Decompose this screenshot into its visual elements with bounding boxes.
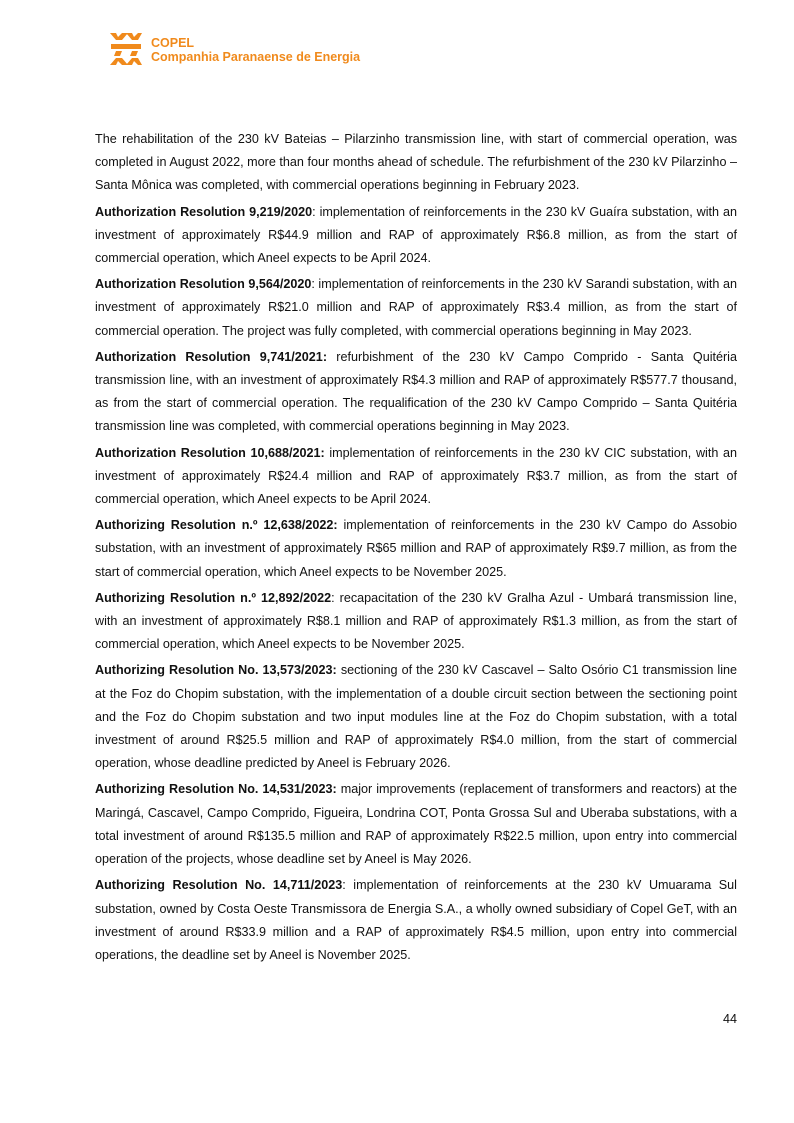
paragraph-lead: Authorizing Resolution No. 13,573/2023:: [95, 663, 337, 678]
paragraph-lead: Authorization Resolution 9,219/2020: [95, 204, 313, 219]
paragraph-lead: Authorizing Resolution n.º 12,892/2022: [95, 590, 332, 605]
brand-name: COPEL: [151, 36, 195, 50]
paragraph: [95, 442, 737, 512]
paragraph: [95, 128, 737, 198]
paragraph: [95, 273, 737, 343]
body-text: [95, 128, 737, 970]
paragraph-text: : recapacitation of the 230 kV Gralha Azul - Umbará transmission line, with an investment of approximately R$8.1 million and RAP of approximately R$1.3 million, as from the start of commercial operation, which Aneel expects to be November 2025.: [95, 590, 737, 652]
paragraph-text: : implementation of reinforcements in the 230 kV Guaíra substation, with an investment of approximately R$44.9 million and RAP of approximately R$6.8 million, as from the start of commercial operation, which Aneel expects to be April 2024.: [95, 204, 737, 266]
paragraph: [95, 659, 737, 775]
paragraph-lead: Authorizing Resolution No. 14,711/2023: [95, 878, 343, 893]
paragraph-text: : implementation of reinforcements in the 230 kV Sarandi substation, with an investment of approximately R$21.0 million and RAP of approximately R$3.4 million, as from the start of commercial operation. The project was fully completed, with commercial operations beginning in May 2023.: [95, 277, 737, 338]
paragraph-lead: Authorization Resolution 10,688/2021:: [95, 445, 325, 460]
paragraph-text: refurbishment of the 230 kV Campo Comprido - Santa Quitéria transmission line, with an investment of approximately R$4.3 million and RAP of approximately R$577.7 thousand, as from the start of commercial operation. The requalification of the 230 kV Campo Comprido – Santa Quitéria transmission line was completed, with commercial operations beginning in May 2023.: [95, 349, 737, 434]
paragraph-lead: Authorization Resolution 9,564/2020: [95, 277, 312, 292]
brand-text: [151, 37, 360, 64]
paragraph: [95, 201, 737, 271]
paragraph: [95, 346, 737, 439]
paragraph-text: : implementation of reinforcements at the 230 kV Umuarama Sul substation, owned by Costa Oeste Transmissora de Energia S.A., a wholly owned subsidiary of Copel GeT, with an investment of around R$33.9 million and a RAP of approximately R$4.5 million, upon entry into commercial operations, the deadline set by Aneel is November 2025.: [95, 878, 737, 962]
paragraph-text: sectioning of the 230 kV Cascavel – Salto Osório C1 transmission line at the Foz do Chopim substation, with the implementation of a double circuit section between the sectioning point and the Foz do Chopim substation and two input modules line at the Foz do Chopim substation, with a total investment of around R$25.5 million and RAP of approximately R$4.0 million, from the start of commercial operation, whose deadline predicted by Aneel is February 2026.: [95, 663, 738, 771]
paragraph: [95, 874, 737, 967]
copel-logo-icon: [108, 31, 144, 67]
paragraph-lead: Authorization Resolution 9,741/2021:: [95, 349, 328, 364]
paragraph-text: The rehabilitation of the 230 kV Bateias – Pilarzinho transmission line, with start of commercial operation, was completed in August 2022, more than four months ahead of schedule. The refurbishment of the 230 kV Pilarzinho – Santa Mônica was completed, with commercial operations beginning in February 2023.: [95, 132, 737, 193]
paragraph: [95, 514, 737, 584]
paragraph-text: implementation of reinforcements in the 230 kV Campo do Assobio substation, with an investment of approximately R$65 million and RAP of approximately R$9.7 million, as from the start of commercial operation, which Aneel expects to be November 2025.: [95, 518, 738, 579]
page-number: 44: [722, 1012, 737, 1026]
paragraph-lead: Authorizing Resolution No. 14,531/2023:: [95, 782, 337, 797]
paragraph: [95, 778, 737, 871]
brand-subtitle: Companhia Paranaense de Energia: [151, 49, 361, 64]
paragraph-text: major improvements (replacement of transformers and reactors) at the Maringá, Cascavel, Campo Comprido, Figueira, Londrina COT, Ponta Grossa Sul and Uberaba substations, with a total investment of around R$135.5 million and RAP of approximately R$22.5 million, upon entry into commercial operation of the projects, whose deadline set by Aneel is May 2026.: [95, 782, 737, 867]
paragraph-lead: Authorizing Resolution n.º 12,638/2022:: [95, 518, 338, 533]
paragraph-text: implementation of reinforcements in the 230 kV CIC substation, with an investment of approximately R$24.4 million and RAP of approximately R$3.7 million, as from the start of commercial operation, which Aneel expects to be April 2024.: [95, 445, 737, 507]
paragraph: [95, 587, 737, 657]
